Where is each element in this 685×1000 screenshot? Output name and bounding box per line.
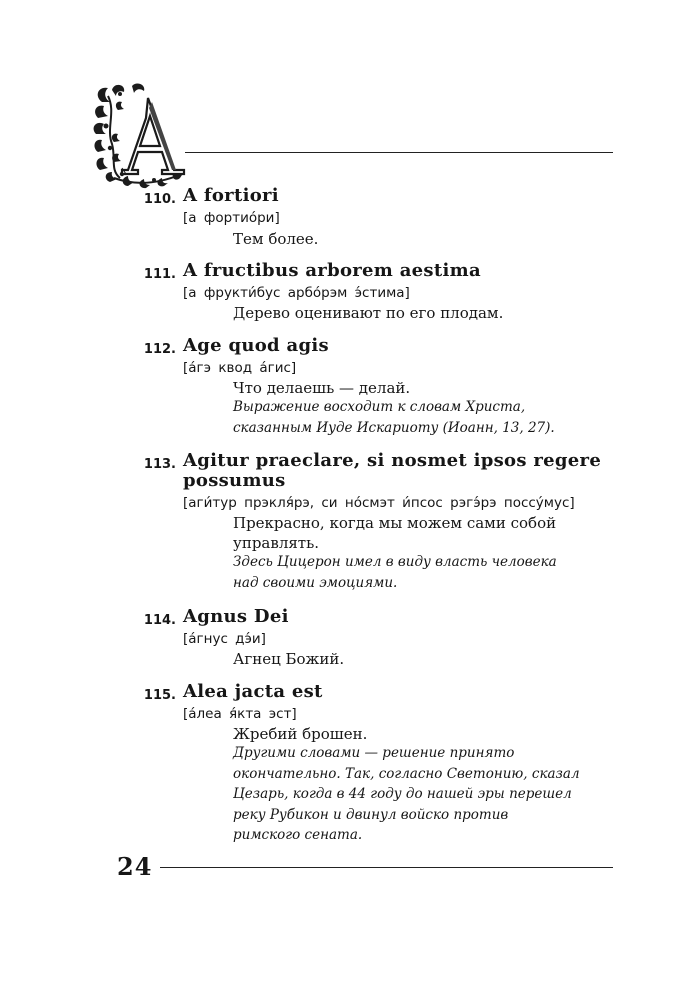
comment-line: окончательно. Так, согласно Светонию, сказал [233, 765, 580, 782]
comment-line: Выражение восходит к словам Христа, [233, 399, 526, 415]
entry-transcription: [аги́тур прэкля́рэ, си но́смэт и́псос рэгэ́рэ поссу́мус] [183, 495, 575, 511]
entry-title [183, 261, 623, 281]
entry-title-line: Alea jacta est [183, 681, 323, 702]
entry-title [183, 336, 623, 356]
page-number: 24 [117, 852, 153, 881]
entry-title-line: Age quod agis [183, 335, 329, 356]
entry-transcription: [а фрукти́бус арбо́рэм э́стима] [183, 285, 410, 301]
entry-translation [233, 303, 618, 323]
header-rule [185, 152, 613, 153]
entry-comment [233, 397, 618, 438]
entry-title-line: Agitur praeclare, si nosmet ipsos regere [183, 450, 602, 471]
footer-rule [160, 867, 613, 868]
entry-title-line: Agnus Dei [183, 606, 289, 627]
ornamental-initial-letter [92, 82, 190, 192]
comment-line: над своими эмоциями. [233, 574, 398, 591]
entry-title [183, 186, 623, 206]
translation-line: Жребий брошен. [233, 725, 368, 743]
entry-title [183, 451, 623, 491]
entry-translation [233, 649, 618, 669]
entry-title [183, 607, 623, 627]
entry-transcription: [а́гэ квод а́гис] [183, 360, 297, 376]
entry-title [183, 682, 623, 702]
comment-line: Здесь Цицерон имел в виду власть человека [233, 554, 557, 570]
entry-title-line: A fortiori [183, 185, 279, 206]
entry-number: 111. [143, 267, 176, 282]
entry-comment [233, 552, 618, 593]
comment-line: римского сената. [233, 827, 363, 843]
comment-line: сказанным Иуде Искариоту (Иоанн, 13, 27). [233, 419, 555, 436]
entry-number: 113. [143, 457, 176, 472]
entry-number: 110. [143, 192, 176, 207]
entry-title-line: A fructibus arborem aestima [183, 260, 481, 281]
translation-line: Что делаешь — делай. [233, 379, 411, 397]
entry-number: 112. [143, 342, 176, 357]
translation-line: Дерево оценивают по его плодам. [233, 304, 504, 322]
comment-line: реку Рубикон и двинул войско против [233, 806, 509, 823]
entry-comment [233, 743, 618, 846]
entry-transcription: [а́гнус дэ́и] [183, 631, 266, 647]
entry-title-line: possumus [183, 470, 286, 491]
comment-line: Цезарь, когда в 44 году до нашей эры перешел [233, 786, 572, 802]
entry-translation [233, 724, 618, 744]
entry-number: 115. [143, 688, 176, 703]
translation-line: управлять. [233, 534, 320, 552]
entry-translation [233, 378, 618, 398]
comment-line: Другими словами — решение принято [233, 745, 515, 761]
translation-line: Прекрасно, когда мы можем сами собой [233, 514, 557, 532]
entry-transcription: [а́леа я́кта эст] [183, 706, 297, 722]
entry-translation [233, 513, 618, 553]
floral-ornament-icon [92, 82, 190, 192]
translation-line: Агнец Божий. [233, 650, 345, 668]
entry-number: 114. [143, 613, 176, 628]
translation-line: Тем более. [233, 230, 319, 248]
entry-transcription: [а фортио́ри] [183, 210, 280, 226]
entry-translation [233, 229, 618, 249]
